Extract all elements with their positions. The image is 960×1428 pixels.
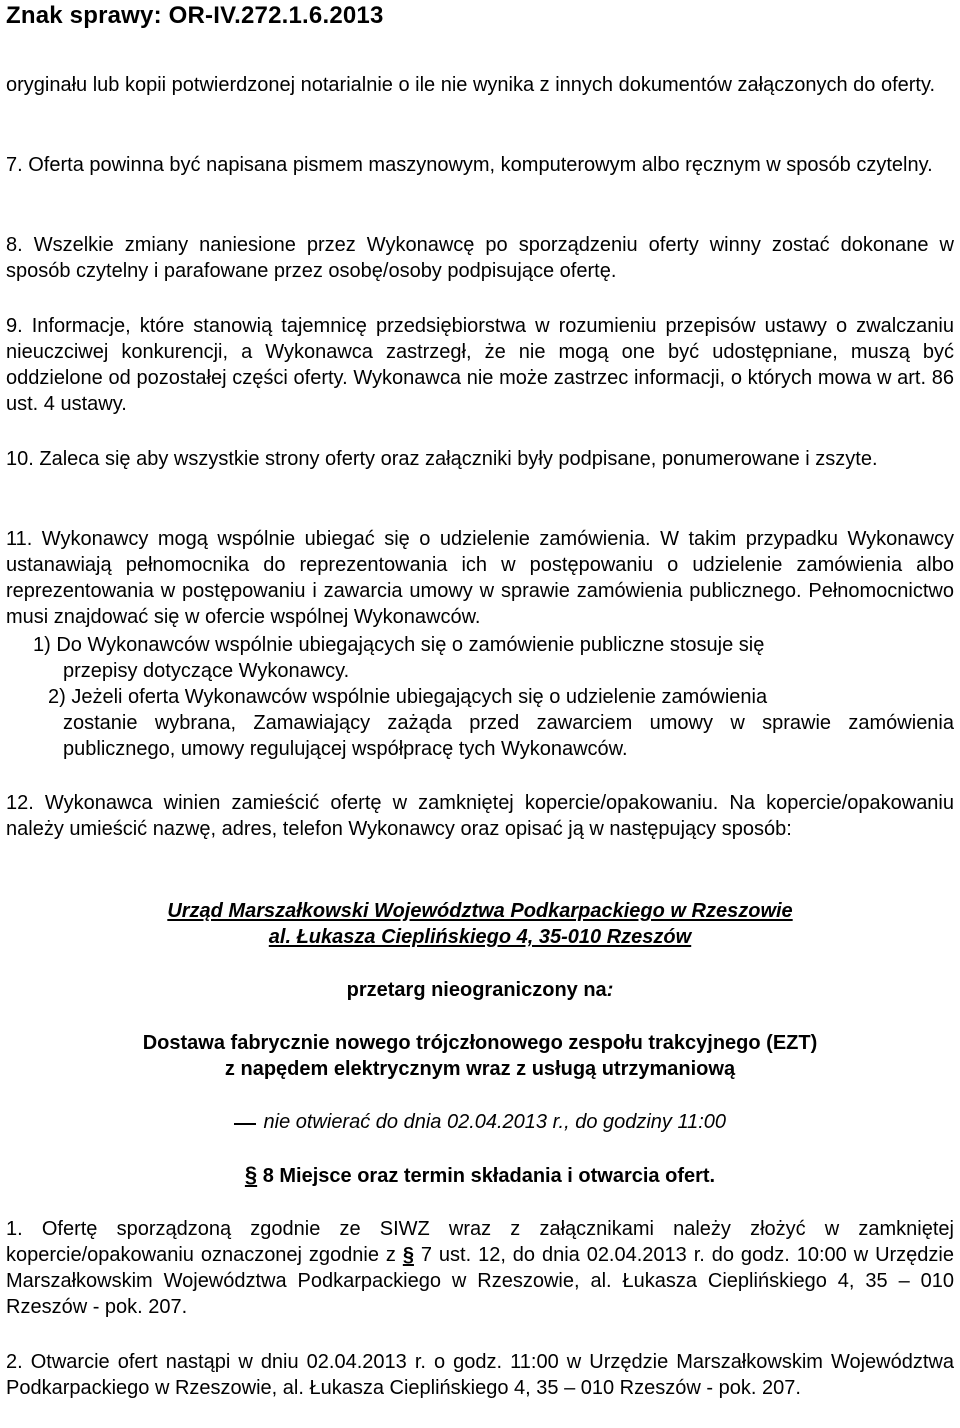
section-8-heading: § 8 Miejsce oraz termin składania i otwarcia ofert.	[244, 1162, 716, 1187]
paragraph-continuation: oryginału lub kopii potwierdzonej notarialnie o ile nie wynika z innych dokumentów załączonych do oferty.	[6, 74, 936, 96]
list-number: 1)	[33, 634, 51, 656]
list-item-11-2-continuation: zostanie wybrana, Zamawiający zażąda przed zawarciem umowy w sprawie zamówienia publicznego, umowy regulującej współpracę tych Wykonawców.	[63, 712, 954, 760]
tender-subject-line-2: z napędem elektrycznym wraz z usługą utrzymaniową	[224, 1058, 736, 1080]
section-sign-icon: §	[402, 1244, 414, 1266]
section-sign-icon: §	[244, 1162, 258, 1187]
list-number: 2)	[48, 686, 66, 708]
list-text: Jeżeli oferta Wykonawców wspólnie ubiegających się o udzielenie zamówienia	[71, 686, 768, 708]
section-8-paragraph-1: 1. Ofertę sporządzoną zgodnie ze SIWZ wraz z załącznikami należy złożyć w zamkniętej kopercie/opakowaniu oznaczonej zgodnie z § 7 ust. 12, do dnia 02.04.2013 r. do godz. 10:00 w Urzędzie Marszałkowskim Województwa Podkarpackiego w Rzeszowie, al. Łukasza Cieplińskiego 4, 35 – 010 Rzeszów - pok. 207.	[6, 1218, 954, 1318]
envelope-addressee: Urząd Marszałkowski Województwa Podkarpackiego w Rzeszowie	[167, 900, 793, 922]
tender-type: przetarg nieograniczony na:	[346, 979, 614, 1001]
do-not-open-notice: nie otwierać do dnia 02.04.2013 r., do godziny 11:00	[6, 1109, 954, 1135]
list-item-11-1	[33, 632, 954, 658]
paragraph-11: 11. Wykonawcy mogą wspólnie ubiegać się o udzielenie zamówienia. W takim przypadku Wykonawcy ustanawiają pełnomocnika do reprezentowania ich w postępowaniu o udzielenie zamówienia albo reprezentowania w postępowaniu i zawarcia umowy w sprawie zamówienia publicznego. Pełnomocnictwo musi znajdować się w ofercie wspólnej Wykonawców.	[6, 528, 954, 628]
envelope-address: al. Łukasza Cieplińskiego 4, 35-010 Rzeszów	[268, 926, 692, 948]
list-item-11-1-continuation: przepisy dotyczące Wykonawcy.	[63, 660, 350, 682]
dash-mark	[234, 1123, 256, 1125]
list-item-11-2	[48, 684, 954, 710]
tender-subject-line-1: Dostawa fabrycznie nowego trójczłonowego zespołu trakcyjnego (EZT)	[142, 1032, 818, 1054]
section-8-paragraph-2: 2. Otwarcie ofert nastąpi w dniu 02.04.2013 r. o godz. 11:00 w Urzędzie Marszałkowskim Województwa Podkarpackiego w Rzeszowie, al. Łukasza Cieplińskiego 4, 35 – 010 Rzeszów - pok. 207.	[6, 1351, 954, 1399]
paragraph-10: 10. Zaleca się aby wszystkie strony oferty oraz załączniki były podpisane, ponumerowane i zszyte.	[6, 448, 878, 470]
paragraph-7: 7. Oferta powinna być napisana pismem maszynowym, komputerowym albo ręcznym w sposób czytelny.	[6, 154, 933, 176]
case-number-header: Znak sprawy: OR-IV.272.1.6.2013	[6, 2, 384, 29]
paragraph-12: 12. Wykonawca winien zamieścić ofertę w zamkniętej kopercie/opakowaniu. Na kopercie/opakowaniu należy umieścić nazwę, adres, telefon Wykonawcy oraz opisać ją w następujący sposób:	[6, 792, 954, 840]
list-text: Do Wykonawców wspólnie ubiegających się o zamówienie publiczne stosuje się	[56, 634, 765, 656]
paragraph-9: 9. Informacje, które stanowią tajemnicę przedsiębiorstwa w rozumieniu przepisów ustawy o zwalczaniu nieuczciwej konkurencji, a Wykonawca zastrzegł, że nie mogą one być udostępniane, muszą być oddzielone od pozostałej części oferty. Wykonawca nie może zastrzec informacji, o których mowa w art. 86 ust. 4 ustawy.	[6, 315, 954, 415]
paragraph-8: 8. Wszelkie zmiany naniesione przez Wykonawcę po sporządzeniu oferty winny zostać dokonane w sposób czytelny i parafowane przez osobę/osoby podpisujące ofertę.	[6, 234, 954, 282]
